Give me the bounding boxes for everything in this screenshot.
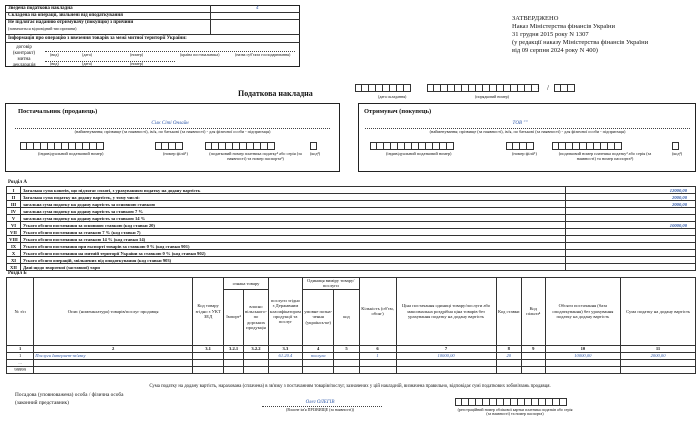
section-a-row-value: 10000,00 — [566, 222, 696, 229]
customs-col-date: (дата) — [82, 61, 92, 66]
section-a-row-value — [566, 243, 696, 250]
item-vat: 2000,00 — [621, 352, 696, 359]
signer-name: Олег ОЛЕГІВ — [305, 400, 335, 405]
buyer-branch-cells[interactable] — [506, 142, 534, 150]
section-a-row-value — [566, 250, 696, 257]
section-a-row-num: II — [7, 194, 21, 201]
item-qty: 1 — [359, 352, 396, 359]
section-a-row-label: Усього обсяги постачання при експорті товарів за ставкою 0 % (код ставки 901) — [21, 243, 566, 250]
section-a-row — [7, 250, 696, 257]
contract-col-date: (дата) — [82, 52, 92, 57]
section-a-row-num: III — [7, 201, 21, 208]
seller-branch-cells[interactable] — [155, 142, 183, 150]
section-a-row-num: XII — [7, 264, 21, 271]
section-a-row — [7, 194, 696, 201]
column-number: 7 — [396, 345, 496, 352]
item-name: Послуги Інтернет-зв'язку — [34, 352, 193, 359]
col-base-header: Обсяги постачання (база оподаткування) без урахування податку на додану вартість — [545, 278, 621, 346]
seller-passport-label: (податковий номер платника податку² або серія (за наявності) та номер паспорта³) — [209, 151, 302, 161]
customs-col-type: (вид) — [50, 61, 59, 66]
consolidated-value: 4 — [256, 6, 259, 11]
section-a-row-value: 2000,00 — [566, 201, 696, 208]
seller-name: Сілк Сіті Онлайн — [151, 121, 189, 126]
signer-role-sub: (законний представник) — [15, 400, 69, 406]
column-number: 3.1 — [193, 345, 224, 352]
column-number: 3.2.1 — [224, 345, 244, 352]
section-a-row — [7, 257, 696, 264]
col-uktzed-header: Код товару згідно з УКТ ЗЕД — [193, 278, 224, 346]
section-a-row-label: Загальна сума коштів, що підлягає сплаті, з урахуванням податку на додану вартість — [21, 187, 566, 194]
col-unit-symbol-header: умовне позна-чення (українсь-ке) — [302, 289, 333, 345]
section-a-row-label: Усього обсяги постачання за ставкою 14 % (код ставки 14) — [21, 236, 566, 243]
section-a-row-value: 12000,00 — [566, 187, 696, 194]
document-title: Податкова накладна — [238, 89, 313, 98]
section-a-row — [7, 236, 696, 243]
buyer-code-label: (код²) — [672, 151, 683, 156]
section-a-row-num: X — [7, 250, 21, 257]
seller-ipn-cells[interactable] — [20, 142, 104, 150]
section-a-row — [7, 187, 696, 194]
section-a-row — [7, 215, 696, 222]
section-a-row-label: Усього обсяги постачання за основною ставкою (код ставки 20) — [21, 222, 566, 229]
signer-rnokpp-cells[interactable] — [455, 398, 567, 406]
section-a-row-num: V — [7, 215, 21, 222]
buyer-name: ТОВ "" — [512, 121, 528, 126]
col-vat-header: Сума податку на додану вартість — [621, 278, 696, 346]
column-number: 5 — [334, 345, 359, 352]
seller-branch-label: (номер філії¹) — [163, 151, 188, 156]
no-issue-label: Не підлягає наданню отримувачу (покупцю) з причини — [8, 20, 134, 25]
column-number-row — [7, 345, 696, 352]
table-row: 1 Послуги Інтернет-зв'язку 61.20.4 послуга 1 10000,00 20 10000,00 2000,00 — [7, 352, 696, 359]
contract-col-entity: (назва суб'єкта господарювання) — [235, 52, 291, 57]
column-number: 8 — [496, 345, 521, 352]
section-a-row-label: Усього обсяги операцій, звільнених від оподаткування (код ставки 903) — [21, 257, 566, 264]
section-a-row — [7, 243, 696, 250]
section-a-row-value: 2000,00 — [566, 194, 696, 201]
section-a-row-label: загальна сума податку на додану вартість за основною ставкою — [21, 201, 566, 208]
item-unit: послуга — [302, 352, 333, 359]
section-a-row-value — [566, 236, 696, 243]
buyer-title: Отримувач (покупець) — [364, 108, 432, 115]
signer-rnokpp-hint: (реєстраційний номер облікової картки платника податків або серія (за наявності) та номер паспорта) — [457, 407, 573, 417]
section-a-row-label: Дані щодо зворотної (заставної) тари — [21, 264, 566, 271]
buyer-passport-label: (податковий номер платника податку² або серія (за наявності) та номер паспорта³) — [558, 151, 652, 161]
section-b-title: Розділ Б — [8, 271, 27, 276]
signer-name-hint: (Власне ім'я ПРІЗВИЩЕ (за наявності)) — [285, 407, 355, 412]
section-a-row-num: IX — [7, 243, 21, 250]
exempt-label: Складена на операції, звільнені від оподаткування — [8, 13, 123, 18]
column-number: 4 — [302, 345, 333, 352]
customs-declaration-label: митна декларація — [12, 57, 36, 68]
col-unit-header: Одиниця виміру товару/послуги — [302, 278, 359, 290]
buyer-passport-cells[interactable] — [552, 142, 622, 150]
item-price: 10000,00 — [396, 352, 496, 359]
signer-role: Посадова (уповноважена) особа / фізична особа — [15, 392, 124, 398]
section-a-row-num: VIII — [7, 236, 21, 243]
col-agri-header: власно вільського-по дорських продукція — [244, 289, 269, 345]
footer-note: Сума податку на додану вартість, нарахована (сплачена) в зв'язку з постачанням товарів/послуг, зазначених у цій накладній, визначена правильно, відповідає сумі податкових зобов'язань продавця. — [149, 384, 551, 389]
section-a-row — [7, 201, 696, 208]
seller-name-hint: (найменування; прізвище (за наявності), ім'я, по батькові (за наявності) - для фізичної особи - підприємця) — [74, 129, 271, 134]
col-benefit-header: Код пільги⁴ — [521, 278, 545, 346]
column-number: 6 — [359, 345, 396, 352]
section-a-row-label: Усього обсяги постачання за ставкою 7 % (код ставки 7) — [21, 229, 566, 236]
section-a-row-label: загальна сума податку на додану вартість за ставкою 7 % — [21, 208, 566, 215]
branch-cells[interactable] — [554, 84, 575, 92]
section-a-row-num: VII — [7, 229, 21, 236]
column-number: 11 — [621, 345, 696, 352]
seller-ipn-label: (індивідуальний податковий номер) — [38, 151, 104, 156]
customs-col-number: (номер) — [130, 61, 144, 66]
section-a-row — [7, 222, 696, 229]
column-number: 10 — [545, 345, 621, 352]
col-num-header: № з/п — [7, 278, 34, 346]
column-number: 2 — [34, 345, 193, 352]
buyer-ipn-cells[interactable] — [370, 142, 454, 150]
section-a-row-value — [566, 208, 696, 215]
section-a-row-label: Загальна сума податку на додану вартість, у тому числі: — [21, 194, 566, 201]
column-number: 9 — [521, 345, 545, 352]
section-a-row — [7, 208, 696, 215]
section-a-row-num: IV — [7, 208, 21, 215]
section-a-row — [7, 229, 696, 236]
contract-label: договір (контракт) — [12, 45, 36, 56]
page-one-mark: 1 — [537, 86, 540, 91]
consolidated-label: Зведена податкова накладна — [8, 6, 73, 11]
buyer-code-cells[interactable] — [672, 142, 679, 150]
col-rate-header: Код ставки — [496, 278, 521, 346]
col-import-header: Імпорт² — [224, 289, 244, 345]
contract-col-number: (номер) — [130, 52, 144, 57]
seller-title: Постачальник (продавець) — [18, 108, 98, 115]
buyer-ipn-label: (індивідуальний податковий номер) — [386, 151, 452, 156]
table-row-total: 99999 — [7, 366, 696, 373]
section-a-row — [7, 264, 696, 271]
import-info-label: Інформація про операцію з ввезення товарів за межі митної території України: — [8, 36, 187, 41]
col-price-header: Ціна постачання одиниці товару/послуги або максимальна роздрібна ціна товарів без урахування податку на додану вартість — [396, 278, 496, 346]
section-a-row-value — [566, 257, 696, 264]
column-number: 3.2.2 — [244, 345, 269, 352]
item-rate: 20 — [496, 352, 521, 359]
buyer-name-hint: (найменування; прізвище (за наявності), ім'я, по батькові (за наявності) - для фізичної особи - підприємця) — [429, 129, 626, 134]
section-a-row-num: VI — [7, 222, 21, 229]
col-unit-code-header: код — [334, 289, 359, 345]
column-number: 1 — [7, 345, 34, 352]
section-a-title: Розділ А — [8, 180, 27, 185]
seller-passport-cells[interactable] — [205, 142, 275, 150]
date-label: (дата складання) — [378, 94, 407, 99]
contract-col-type: (вид) — [50, 52, 59, 57]
buyer-branch-label: (номер філії¹) — [512, 151, 537, 156]
no-issue-note: (зазначається відповідний тип причини) — [8, 26, 77, 31]
column-number: 3.3 — [268, 345, 302, 352]
seller-code-cells[interactable] — [310, 142, 317, 150]
col-services-header: послуги згідно з Державним класифікатором продукції та послуг — [268, 278, 302, 346]
date-cells[interactable] — [355, 84, 411, 92]
section-a-row-label: загальна сума податку на додану вартість за ставкою 14 % — [21, 215, 566, 222]
item-services-code: 61.20.4 — [268, 352, 302, 359]
section-a-row-num: I — [7, 187, 21, 194]
section-a-row-label: Усього обсяги постачання на митній території України за ставкою 0 % (код ставки 902) — [21, 250, 566, 257]
section-b-table — [6, 277, 696, 374]
section-a-row-value — [566, 215, 696, 222]
col-name-header: Опис (номенклатура) товарів/послуг продавця — [34, 278, 193, 346]
col-qty-header: Кількість (об'єм, обсяг) — [359, 278, 396, 346]
table-row-empty: ... — [7, 359, 696, 366]
contract-col-country: (країна постачальника) — [180, 52, 220, 57]
item-base: 10000,00 — [545, 352, 621, 359]
col-sign-header: ознака товару — [224, 278, 269, 290]
number-label: (порядковий номер) — [475, 94, 509, 99]
seller-code-label: (код²) — [310, 151, 321, 156]
section-a-row-num: XI — [7, 257, 21, 264]
section-a-row-value — [566, 229, 696, 236]
section-a-row-value — [566, 264, 696, 271]
number-cells[interactable] — [427, 84, 539, 92]
section-a-table — [6, 186, 696, 271]
number-slash: / — [547, 84, 549, 92]
